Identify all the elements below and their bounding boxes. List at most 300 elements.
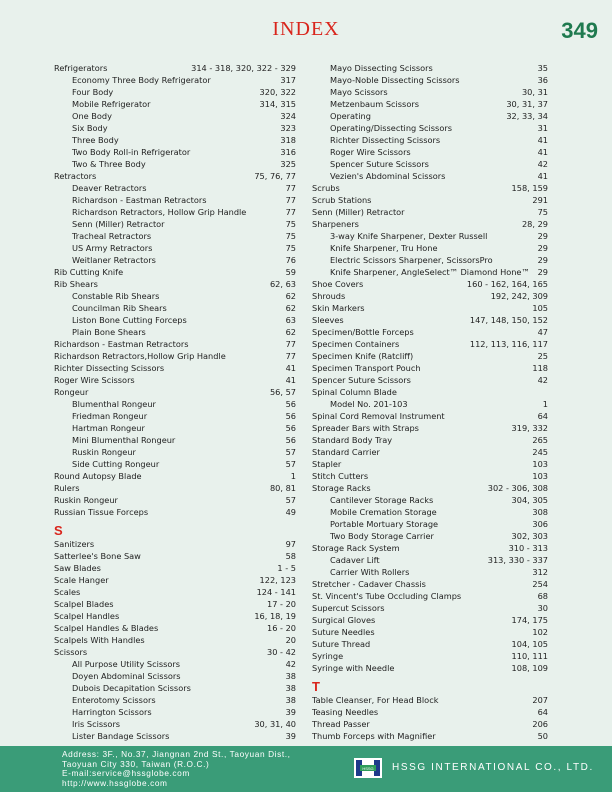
entry-term: Mobile Cremation Storage — [330, 507, 437, 517]
entry-term: Satterlee's Bone Saw — [54, 551, 141, 561]
index-subentry — [54, 670, 296, 682]
entry-term: Surgical Gloves — [312, 615, 376, 625]
entry-pages: 105 — [532, 303, 548, 313]
index-subentry — [312, 242, 548, 254]
entry-pages: 325 — [280, 159, 296, 169]
entry-term: Mayo-Noble Dissecting Scissors — [330, 75, 460, 85]
entry-term: Refrigerators — [54, 63, 108, 73]
entry-pages: 77 — [285, 195, 296, 205]
index-entry — [54, 506, 296, 518]
entry-term: Harrington Scissors — [72, 707, 152, 717]
entry-term: All Purpose Utility Scissors — [72, 659, 181, 669]
entry-pages: 68 — [537, 591, 548, 601]
index-entry — [54, 62, 296, 74]
index-subentry — [54, 730, 296, 742]
index-subentry — [54, 182, 296, 194]
index-entry — [312, 278, 548, 290]
index-subentry — [312, 134, 548, 146]
index-subentry — [54, 434, 296, 446]
entry-term: Suture Needles — [312, 627, 375, 637]
index-entry — [312, 218, 548, 230]
index-entry — [54, 550, 296, 562]
index-subentry — [54, 398, 296, 410]
entry-term: Specimen Transport Pouch — [312, 363, 421, 373]
entry-pages: 265 — [532, 435, 548, 445]
index-subentry — [54, 254, 296, 266]
entry-pages: 310 - 313 — [508, 543, 548, 553]
index-subentry — [312, 518, 548, 530]
entry-pages: 302, 303 — [511, 531, 548, 541]
entry-pages: 147, 148, 150, 152 — [469, 315, 548, 325]
entry-pages: 29 — [537, 267, 548, 277]
entry-term: Spencer Suture Scissors — [312, 375, 411, 385]
index-entry — [312, 542, 548, 554]
entry-pages: 1 — [542, 399, 548, 409]
entry-term: Operating/Dissecting Scissors — [330, 123, 452, 133]
index-entry — [54, 598, 296, 610]
entry-term: Plain Bone Shears — [72, 327, 146, 337]
entry-pages: 254 — [532, 579, 548, 589]
entry-pages: 323 — [280, 123, 296, 133]
index-entry — [312, 362, 548, 374]
index-entry — [312, 314, 548, 326]
index-subentry — [54, 682, 296, 694]
entry-term: Iris Scissors — [72, 719, 121, 729]
entry-pages: 42 — [537, 159, 548, 169]
entry-pages: 16 - 20 — [267, 623, 296, 633]
entry-pages: 35 — [537, 63, 548, 73]
entry-term: Two & Three Body — [72, 159, 146, 169]
index-subentry — [54, 718, 296, 730]
entry-pages: 42 — [537, 375, 548, 385]
entry-pages: 77 — [285, 183, 296, 193]
entry-pages: 206 — [532, 719, 548, 729]
index-subentry — [54, 74, 296, 86]
page-title: INDEX — [272, 18, 340, 40]
entry-pages: 56 — [285, 399, 296, 409]
index-entry — [312, 458, 548, 470]
entry-term: Doyen Abdominal Scissors — [72, 671, 181, 681]
entry-term: Sanitizers — [54, 539, 95, 549]
index-entry — [312, 374, 548, 386]
index-subentry — [54, 86, 296, 98]
entry-term: Operating — [330, 111, 371, 121]
entry-term: Knife Sharpener, AngleSelect™ Diamond Hone™ — [330, 267, 530, 277]
entry-term: Specimen/Bottle Forceps — [312, 327, 414, 337]
index-subentry — [312, 554, 548, 566]
entry-term: Spinal Cord Removal Instrument — [312, 411, 445, 421]
entry-pages: 29 — [537, 231, 548, 241]
entry-pages: 56, 57 — [269, 387, 296, 397]
entry-term: Friedman Rongeur — [72, 411, 148, 421]
footer-address — [62, 750, 291, 788]
entry-term: Hartman Rongeur — [72, 423, 145, 433]
entry-term: Sleeves — [312, 315, 344, 325]
entry-pages: 42 — [285, 659, 296, 669]
entry-term: Specimen Knife (Ratcliff) — [312, 351, 414, 361]
index-subentry — [312, 122, 548, 134]
entry-term: Councilman Rib Shears — [72, 303, 167, 313]
index-entry — [312, 434, 548, 446]
index-subentry — [312, 566, 548, 578]
entry-pages: 291 — [532, 195, 548, 205]
index-left-column — [54, 62, 296, 742]
index-entry — [312, 578, 548, 590]
entry-term: Standard Carrier — [312, 447, 380, 457]
entry-pages: 62, 63 — [269, 279, 296, 289]
index-entry — [54, 494, 296, 506]
entry-term: Rib Shears — [54, 279, 98, 289]
entry-pages: 75, 76, 77 — [254, 171, 296, 181]
entry-term: Portable Mortuary Storage — [330, 519, 439, 529]
entry-pages: 103 — [532, 471, 548, 481]
entry-term: Senn (Miller) Retractor — [312, 207, 405, 217]
entry-pages: 17 - 20 — [267, 599, 296, 609]
entry-pages: 118 — [532, 363, 548, 373]
index-subentry — [54, 242, 296, 254]
index-subentry — [54, 658, 296, 670]
entry-term: Round Autopsy Blade — [54, 471, 142, 481]
index-entry — [54, 374, 296, 386]
index-subentry — [312, 266, 548, 278]
entry-term: Metzenbaum Scissors — [330, 99, 419, 109]
entry-term: Spreader Bars with Straps — [312, 423, 419, 433]
entry-pages: 112, 113, 116, 117 — [469, 339, 548, 349]
section-letter: T — [312, 679, 320, 694]
entry-pages: 36 — [537, 75, 548, 85]
index-subentry — [54, 694, 296, 706]
entry-term: Shrouds — [312, 291, 346, 301]
index-entry — [54, 622, 296, 634]
index-entry — [312, 694, 548, 706]
entry-pages: 62 — [285, 327, 296, 337]
index-subentry — [54, 146, 296, 158]
entry-pages: 30 — [537, 603, 548, 613]
entry-pages: 314 - 318, 320, 322 - 329 — [191, 63, 296, 73]
entry-term: Scalpel Handles — [54, 611, 120, 621]
index-entry — [312, 482, 548, 494]
entry-term: Lister Bandage Scissors — [72, 731, 170, 741]
entry-term: US Army Retractors — [72, 243, 153, 253]
entry-pages: 25 — [537, 351, 548, 361]
entry-pages: 30, 31, 40 — [254, 719, 296, 729]
index-entry — [312, 326, 548, 338]
entry-pages: 318 — [280, 135, 296, 145]
entry-term: Four Body — [72, 87, 114, 97]
email-link[interactable]: E-mail:service@hssglobe.com — [62, 768, 190, 778]
entry-pages: 20 — [285, 635, 296, 645]
entry-pages: 38 — [285, 695, 296, 705]
entry-term: Spinal Column Blade — [312, 387, 397, 397]
entry-pages: 313, 330 - 337 — [487, 555, 548, 565]
company-logo-icon — [354, 758, 382, 778]
index-subentry — [54, 326, 296, 338]
entry-pages: 76 — [285, 255, 296, 265]
entry-term: Scalpel Blades — [54, 599, 114, 609]
entry-pages: 28, 29 — [521, 219, 548, 229]
entry-term: Mobile Refrigerator — [72, 99, 151, 109]
entry-term: Retractors — [54, 171, 97, 181]
index-subentry — [312, 494, 548, 506]
entry-pages: 49 — [285, 507, 296, 517]
entry-pages: 308 — [532, 507, 548, 517]
entry-term: Russian Tissue Forceps — [54, 507, 149, 517]
entry-pages: 77 — [285, 207, 296, 217]
index-subentry — [312, 98, 548, 110]
index-entry — [54, 634, 296, 646]
index-entry — [54, 278, 296, 290]
entry-pages: 124 - 141 — [256, 587, 296, 597]
entry-pages: 80, 81 — [269, 483, 296, 493]
index-entry — [312, 662, 548, 674]
entry-term: Roger Wire Scissors — [54, 375, 135, 385]
entry-term: Spencer Suture Scissors — [330, 159, 429, 169]
entry-pages: 108, 109 — [511, 663, 548, 673]
index-subentry — [54, 422, 296, 434]
entry-pages: 319, 332 — [511, 423, 548, 433]
entry-term: 3-way Knife Sharpener, Dexter Russell — [330, 231, 488, 241]
entry-pages: 324 — [280, 111, 296, 121]
index-subentry — [54, 122, 296, 134]
index-entry — [54, 350, 296, 362]
index-entry — [312, 730, 548, 742]
entry-term: Stitch Cutters — [312, 471, 369, 481]
entry-term: Vezien's Abdominal Scissors — [330, 171, 446, 181]
entry-pages: 122, 123 — [259, 575, 296, 585]
entry-term: Richardson - Eastman Retractors — [54, 339, 189, 349]
entry-pages: 41 — [537, 147, 548, 157]
index-entry — [54, 470, 296, 482]
index-entry — [312, 194, 548, 206]
entry-term: Syringe with Needle — [312, 663, 395, 673]
index-entry — [54, 482, 296, 494]
index-entry — [312, 602, 548, 614]
entry-term: Richter Dissecting Scissors — [54, 363, 165, 373]
entry-term: Mini Blumenthal Rongeur — [72, 435, 176, 445]
index-subentry — [312, 506, 548, 518]
entry-term: Three Body — [72, 135, 119, 145]
entry-pages: 304, 305 — [511, 495, 548, 505]
address-line: Address: 3F., No.37, Jiangnan 2nd St., Taoyuan Dist., — [62, 749, 291, 759]
index-entry — [312, 718, 548, 730]
index-entry — [312, 290, 548, 302]
entry-pages: 317 — [280, 75, 296, 85]
entry-term: Richardson Retractors,Hollow Grip Handle — [54, 351, 226, 361]
entry-pages: 47 — [537, 327, 548, 337]
entry-term: Weitlaner Retractors — [72, 255, 156, 265]
entry-term: Skin Markers — [312, 303, 365, 313]
company-name: HSSG INTERNATIONAL CO., LTD. — [392, 762, 594, 773]
entry-pages: 41 — [285, 363, 296, 373]
entry-pages: 75 — [285, 243, 296, 253]
index-entry — [312, 386, 548, 398]
entry-pages: 56 — [285, 411, 296, 421]
entry-pages: 312 — [532, 567, 548, 577]
entry-pages: 1 — [290, 471, 296, 481]
entry-term: Teasing Needles — [312, 707, 379, 717]
index-subentry — [312, 62, 548, 74]
entry-term: Richter Dissecting Scissors — [330, 135, 441, 145]
entry-term: Saw Blades — [54, 563, 101, 573]
index-entry — [312, 182, 548, 194]
entry-term: Two Body Storage Carrier — [330, 531, 434, 541]
index-entry — [312, 410, 548, 422]
entry-term: Side Cutting Rongeur — [72, 459, 160, 469]
entry-term: Stapler — [312, 459, 342, 469]
entry-term: Thumb Forceps with Magnifier — [312, 731, 436, 741]
entry-pages: 29 — [537, 243, 548, 253]
entry-term: Liston Bone Cutting Forceps — [72, 315, 187, 325]
entry-pages: 103 — [532, 459, 548, 469]
entry-pages: 57 — [285, 495, 296, 505]
index-subentry — [312, 530, 548, 542]
entry-term: Dubois Decapitation Scissors — [72, 683, 191, 693]
index-subentry — [54, 158, 296, 170]
entry-term: Carrier With Rollers — [330, 567, 410, 577]
entry-term: Two Body Roll-in Refrigerator — [72, 147, 191, 157]
entry-term: Scrub Stations — [312, 195, 372, 205]
entry-term: Table Cleanser, For Head Block — [312, 695, 439, 705]
entry-term: One Body — [72, 111, 112, 121]
index-entry — [312, 302, 548, 314]
entry-term: Suture Thread — [312, 639, 371, 649]
index-subentry — [54, 230, 296, 242]
index-entry — [54, 562, 296, 574]
entry-term: Rulers — [54, 483, 80, 493]
entry-pages: 75 — [285, 219, 296, 229]
entry-term: Tracheal Retractors — [72, 231, 152, 241]
entry-term: Syringe — [312, 651, 344, 661]
entry-term: Senn (Miller) Retractor — [72, 219, 165, 229]
entry-term: Scrubs — [312, 183, 340, 193]
entry-term: Blumenthal Rongeur — [72, 399, 156, 409]
index-subentry — [54, 302, 296, 314]
entry-term: Supercut Scissors — [312, 603, 385, 613]
page-number: 349 — [561, 18, 598, 43]
entry-pages: 64 — [537, 411, 548, 421]
address-line: Taoyuan City 330, Taiwan (R.O.C.) — [62, 758, 210, 769]
entry-pages: 110, 111 — [511, 651, 548, 661]
index-subentry — [312, 158, 548, 170]
entry-pages: 41 — [285, 375, 296, 385]
index-entry — [312, 626, 548, 638]
entry-term: Constable Rib Shears — [72, 291, 160, 301]
index-entry — [312, 206, 548, 218]
entry-pages: 77 — [285, 351, 296, 361]
entry-pages: 50 — [537, 731, 548, 741]
entry-pages: 1 - 5 — [277, 563, 296, 573]
entry-term: Scales — [54, 587, 81, 597]
entry-term: Electric Scissors Sharpener, ScissorsPro — [330, 255, 493, 265]
index-entry — [54, 610, 296, 622]
index-subentry — [312, 74, 548, 86]
entry-term: Deaver Retractors — [72, 183, 147, 193]
entry-pages: 62 — [285, 291, 296, 301]
entry-pages: 56 — [285, 435, 296, 445]
entry-pages: 192, 242, 309 — [490, 291, 548, 301]
entry-pages: 39 — [285, 707, 296, 717]
entry-pages: 16, 18, 19 — [254, 611, 296, 621]
index-entry — [54, 338, 296, 350]
svg-text:HSSG: HSSG — [362, 766, 374, 771]
entry-pages: 75 — [285, 231, 296, 241]
entry-term: Ruskin Rongeur — [72, 447, 136, 457]
entry-pages: 174, 175 — [511, 615, 548, 625]
index-subentry — [54, 314, 296, 326]
index-entry — [312, 470, 548, 482]
entry-pages: 62 — [285, 303, 296, 313]
index-entry — [54, 362, 296, 374]
entry-term: Cadaver Lift — [330, 555, 380, 565]
entry-pages: 104, 105 — [511, 639, 548, 649]
entry-term: Rongeur — [54, 387, 89, 397]
index-entry — [54, 574, 296, 586]
entry-term: Storage Racks — [312, 483, 371, 493]
index-subentry — [54, 410, 296, 422]
index-subentry — [312, 86, 548, 98]
entry-pages: 57 — [285, 447, 296, 457]
entry-term: Ruskin Rongeur — [54, 495, 118, 505]
entry-term: Mayo Scissors — [330, 87, 388, 97]
entry-term: Thread Passer — [312, 719, 370, 729]
entry-pages: 245 — [532, 447, 548, 457]
entry-term: Scissors — [54, 647, 88, 657]
entry-pages: 75 — [537, 207, 548, 217]
index-entry — [312, 650, 548, 662]
index-subentry — [54, 706, 296, 718]
entry-pages: 56 — [285, 423, 296, 433]
index-entry — [54, 386, 296, 398]
index-entry — [54, 646, 296, 658]
website-link[interactable]: http://www.hssglobe.com — [62, 777, 168, 788]
entry-pages: 30, 31 — [521, 87, 548, 97]
entry-term: Enterotomy Scissors — [72, 695, 156, 705]
entry-term: Rib Cutting Knife — [54, 267, 124, 277]
entry-term: Economy Three Body Refrigerator — [72, 75, 211, 85]
index-subentry — [54, 98, 296, 110]
entry-pages: 32, 33, 34 — [506, 111, 548, 121]
entry-pages: 29 — [537, 255, 548, 265]
entry-pages: 58 — [285, 551, 296, 561]
entry-term: Richardson Retractors, Hollow Grip Handle — [72, 207, 247, 217]
index-entry — [312, 350, 548, 362]
index-subentry — [54, 206, 296, 218]
entry-term: Mayo Dissecting Scissors — [330, 63, 433, 73]
entry-pages: 320, 322 — [259, 87, 296, 97]
index-subentry — [54, 218, 296, 230]
index-subentry — [312, 170, 548, 182]
entry-term: Cantilever Storage Racks — [330, 495, 434, 505]
entry-pages: 57 — [285, 459, 296, 469]
index-entry — [312, 446, 548, 458]
entry-pages: 30 - 42 — [267, 647, 296, 657]
entry-term: Storage Rack System — [312, 543, 400, 553]
entry-term: Six Body — [72, 123, 108, 133]
entry-pages: 207 — [532, 695, 548, 705]
index-subentry — [54, 134, 296, 146]
entry-pages: 316 — [280, 147, 296, 157]
index-subentry — [312, 254, 548, 266]
entry-pages: 102 — [532, 627, 548, 637]
index-entry — [54, 170, 296, 182]
entry-pages: 39 — [285, 731, 296, 741]
entry-pages: 31 — [537, 123, 548, 133]
index-subentry — [312, 146, 548, 158]
entry-term: Standard Body Tray — [312, 435, 393, 445]
entry-term: Shoe Covers — [312, 279, 364, 289]
entry-pages: 77 — [285, 339, 296, 349]
section-letter: S — [54, 523, 63, 538]
